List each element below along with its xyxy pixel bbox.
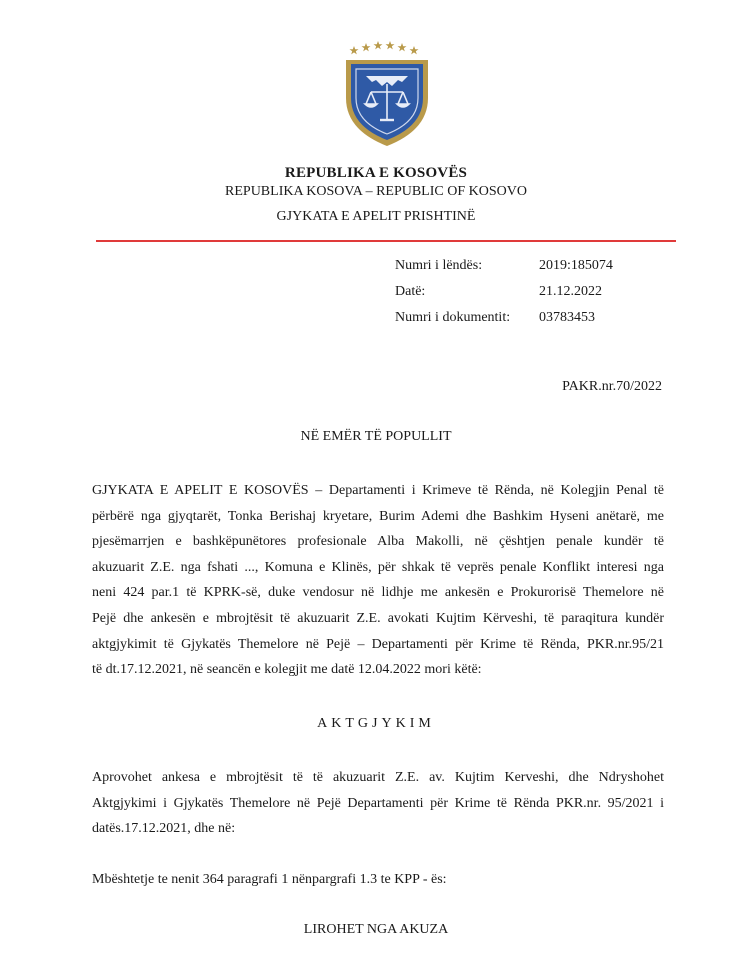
paragraph-line: Aprovohet ankesa e mbrojtësit të të akuzuarit Z.E. av. Kujtim Kerveshi, dhe Ndryshohet [92,770,664,785]
court-name: GJYKATA E APELIT PRISHTINË [276,209,476,224]
verdict-paragraph [92,765,664,842]
section-title-people: NË EMËR TË POPULLIT [300,429,452,444]
paragraph-line: aktgjykimit të Gjykatës Themelore në Pejë – Departamenti për Krime të Rënda, PKR.nr.95/21 [92,636,664,652]
case-reference: PAKR.nr.70/2022 [562,379,662,394]
paragraph-line: Aktgjykimi i Gjykatës Themelore në Pejë Departamenti për Krime të Rënda PKR.nr. 95/2021 i [92,795,664,811]
header-divider [96,240,676,242]
meta-label: Numri i lëndës: [395,258,483,273]
paragraph-line: përbërë nga gjyqtarët, Tonka Berishaj kryetare, Burim Ademi dhe Bashkim Hyseni anëtarë, me [92,508,664,524]
meta-value: 03783453 [539,310,595,325]
country-name-serbian-english: REPUBLIKA KOSOVA – REPUBLIC OF KOSOVO [225,184,527,199]
paragraph-line: neni 424 par.1 të KPRK-së, duke vendosur në lidhje me ankesën e Prokurorisë Themelore në [92,585,664,601]
meta-value: 21.12.2022 [539,284,602,299]
country-name-albanian: REPUBLIKA E KOSOVËS [284,165,468,181]
kosovo-emblem-icon [342,36,432,148]
paragraph-line: datës.17.12.2021, dhe në: [92,821,236,837]
legal-basis: Mbështetje te nenit 364 paragrafi 1 nënpargrafi 1.3 te KPP - ës: [92,872,447,887]
case-metadata [395,258,695,336]
meta-label: Numri i dokumentit: [395,310,511,325]
paragraph-line: pjesëmarrjen e bashkëpunëtores profesionale Alba Makolli, në çështjen penale kundër të [92,534,664,550]
meta-label: Datë: [395,284,426,299]
meta-value: 2019:185074 [539,258,613,273]
paragraph-line: GJYKATA E APELIT E KOSOVËS – Departamenti i Krimeve të Rënda, në Kolegjin Penal të [92,483,664,498]
meta-row-date [395,284,695,310]
acquittal-title: LIROHET NGA AKUZA [303,922,449,937]
paragraph-line: akuzuarit Z.E. nga fshati ..., Komuna e Klinës, për shkak të veprës penale Konflikt interesi nga [92,559,664,575]
paragraph-line: Pejë dhe ankesën e mbrojtësit të akuzuarit Z.E. avokati Kujtim Kërveshi, të paraqitura kundër [92,610,664,626]
meta-row-document-number [395,310,695,336]
verdict-title: AKTGJYKIM [317,716,435,731]
meta-row-case-number [395,258,695,284]
intro-paragraph [92,478,664,683]
paragraph-line: të dt.17.12.2021, në seancën e kolegjit me datë 12.04.2022 mori këtë: [92,662,482,678]
